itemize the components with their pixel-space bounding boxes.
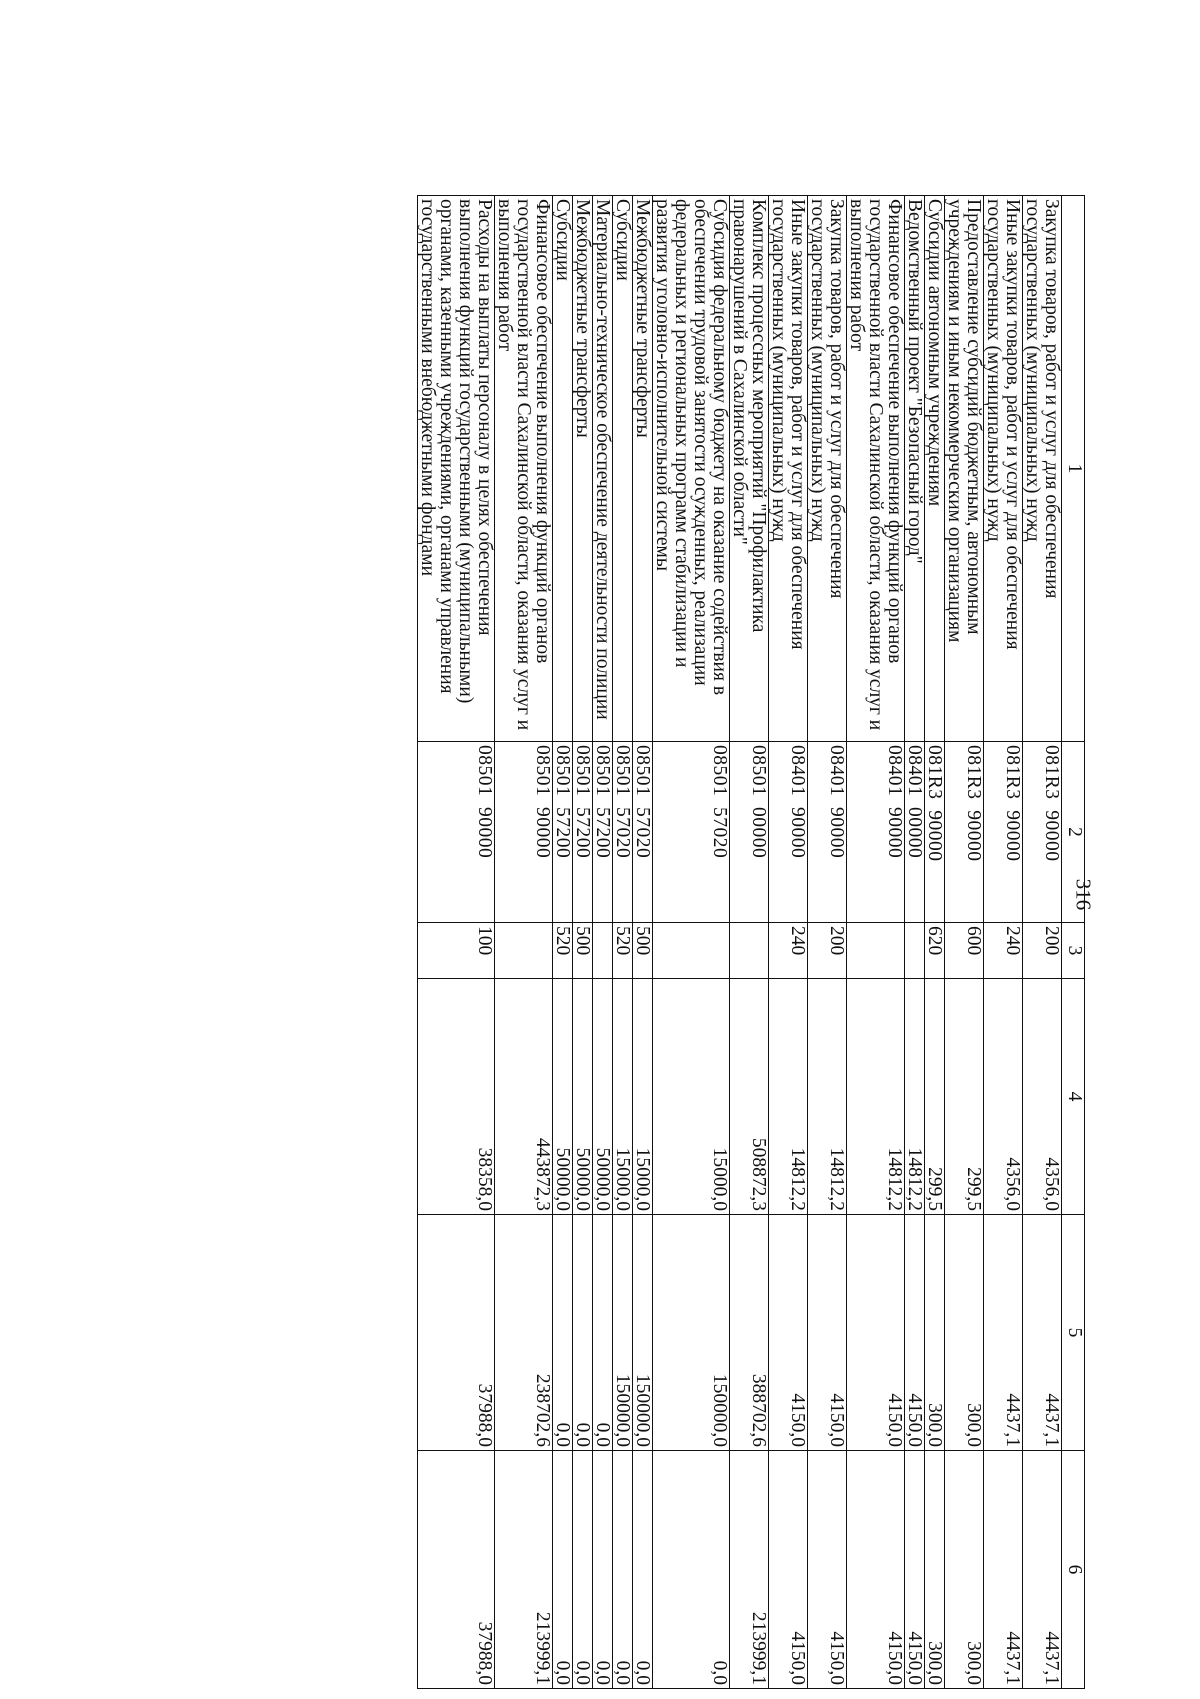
row-name-cell: Материально-техническое обеспечение деятельности полиции bbox=[593, 196, 613, 742]
table-row bbox=[847, 196, 905, 1689]
row-type-cell: 200 bbox=[1023, 923, 1062, 979]
table-row bbox=[925, 196, 945, 1689]
row-code-cell: 08501 90000 bbox=[418, 742, 495, 923]
row-type-cell: 100 bbox=[418, 923, 495, 979]
row-value-col6: 4150,0 bbox=[769, 1451, 808, 1689]
row-value-col4: 50000,0 bbox=[593, 979, 613, 1215]
row-code-cell: 08401 00000 bbox=[905, 742, 925, 923]
row-name-cell: Иные закупки товаров, работ и услуг для обеспечения государственных (муниципальных) нужд bbox=[984, 196, 1023, 742]
row-value-col6: 0,0 bbox=[593, 1451, 613, 1689]
row-value-col4: 4356,0 bbox=[984, 979, 1023, 1215]
row-type-cell bbox=[730, 923, 769, 979]
table-row bbox=[495, 196, 553, 1689]
row-type-cell: 600 bbox=[945, 923, 984, 979]
table-row bbox=[905, 196, 925, 1689]
row-name-cell: Расходы на выплаты персоналу в целях обеспечения выполнения функций государственными (муниципальными) органами, казенными учреждениями, органами управления государственными внебюджетными фондами bbox=[418, 196, 495, 742]
row-name-cell: Закупка товаров, работ и услуг для обеспечения государственных (муниципальных) нужд bbox=[1023, 196, 1062, 742]
row-value-col6: 4150,0 bbox=[808, 1451, 847, 1689]
header-row bbox=[1062, 196, 1085, 1689]
row-name-cell: Закупка товаров, работ и услуг для обеспечения государственных (муниципальных) нужд bbox=[808, 196, 847, 742]
row-value-col6: 213999,1 bbox=[495, 1451, 553, 1689]
table-row bbox=[613, 196, 633, 1689]
row-code-cell: 081R3 90000 bbox=[984, 742, 1023, 923]
row-type-cell: 520 bbox=[613, 923, 633, 979]
row-value-col6: 300,0 bbox=[945, 1451, 984, 1689]
row-value-col5: 4150,0 bbox=[905, 1215, 925, 1451]
row-code-cell: 08401 90000 bbox=[847, 742, 905, 923]
row-name-cell: Комплекс процессных мероприятий "Профилактика правонарушений в Сахалинской области" bbox=[730, 196, 769, 742]
header-col-1: 1 bbox=[1062, 196, 1085, 742]
row-value-col4: 50000,0 bbox=[573, 979, 593, 1215]
table-row bbox=[653, 196, 730, 1689]
row-name-cell: Финансовое обеспечение выполнения функций органов государственной власти Сахалинской области, оказания услуг и выполнения работ bbox=[495, 196, 553, 742]
row-value-col4: 14812,2 bbox=[905, 979, 925, 1215]
header-col-3: 3 bbox=[1062, 923, 1085, 979]
row-type-cell: 240 bbox=[769, 923, 808, 979]
row-code-cell: 08501 57020 bbox=[613, 742, 633, 923]
row-name-cell: Финансовое обеспечение выполнения функций органов государственной власти Сахалинской области, оказания услуг и выполнения работ bbox=[847, 196, 905, 742]
row-code-cell: 081R3 90000 bbox=[945, 742, 984, 923]
row-type-cell: 620 bbox=[925, 923, 945, 979]
row-type-cell bbox=[653, 923, 730, 979]
row-type-cell: 200 bbox=[808, 923, 847, 979]
header-col-5: 5 bbox=[1062, 1215, 1085, 1451]
row-value-col5: 4437,1 bbox=[1023, 1215, 1062, 1451]
row-type-cell bbox=[495, 923, 553, 979]
row-type-cell: 500 bbox=[633, 923, 653, 979]
row-value-col5: 238702,6 bbox=[495, 1215, 553, 1451]
table-row bbox=[984, 196, 1023, 1689]
page-number: 316 bbox=[1071, 878, 1096, 911]
row-code-cell: 081R3 90000 bbox=[925, 742, 945, 923]
row-name-cell: Предоставление субсидий бюджетным, автономным учреждениям и иным некоммерческим организациям bbox=[945, 196, 984, 742]
row-type-cell bbox=[905, 923, 925, 979]
row-code-cell: 08501 00000 bbox=[730, 742, 769, 923]
row-value-col4: 4356,0 bbox=[1023, 979, 1062, 1215]
row-value-col5: 4150,0 bbox=[847, 1215, 905, 1451]
table-row bbox=[945, 196, 984, 1689]
row-value-col5: 150000,0 bbox=[653, 1215, 730, 1451]
table-row bbox=[808, 196, 847, 1689]
row-value-col6: 213999,1 bbox=[730, 1451, 769, 1689]
row-type-cell: 500 bbox=[573, 923, 593, 979]
row-code-cell: 081R3 90000 bbox=[1023, 742, 1062, 923]
row-name-cell: Иные закупки товаров, работ и услуг для обеспечения государственных (муниципальных) нужд bbox=[769, 196, 808, 742]
row-name-cell: Субсидии bbox=[613, 196, 633, 742]
row-value-col5: 0,0 bbox=[573, 1215, 593, 1451]
rotated-table-container bbox=[108, 195, 1085, 1688]
row-name-cell: Субсидии автономным учреждениям bbox=[925, 196, 945, 742]
row-code-cell: 08501 90000 bbox=[495, 742, 553, 923]
row-value-col6: 4437,1 bbox=[984, 1451, 1023, 1689]
row-value-col4: 15000,0 bbox=[633, 979, 653, 1215]
row-value-col4: 299,5 bbox=[925, 979, 945, 1215]
table-row bbox=[1023, 196, 1062, 1689]
row-value-col4: 14812,2 bbox=[769, 979, 808, 1215]
row-name-cell: Межбюджетные трансферты bbox=[633, 196, 653, 742]
row-value-col6: 37988,0 bbox=[418, 1451, 495, 1689]
row-value-col5: 300,0 bbox=[925, 1215, 945, 1451]
row-code-cell: 08501 57200 bbox=[553, 742, 573, 923]
row-code-cell: 08501 57200 bbox=[593, 742, 613, 923]
header-col-2: 2 bbox=[1062, 742, 1085, 923]
header-col-4: 4 bbox=[1062, 979, 1085, 1215]
row-value-col5: 300,0 bbox=[945, 1215, 984, 1451]
row-value-col6: 300,0 bbox=[925, 1451, 945, 1689]
row-type-cell bbox=[593, 923, 613, 979]
table-row bbox=[418, 196, 495, 1689]
row-value-col5: 4437,1 bbox=[984, 1215, 1023, 1451]
header-col-6: 6 bbox=[1062, 1451, 1085, 1689]
table-row bbox=[633, 196, 653, 1689]
row-code-cell: 08501 57020 bbox=[653, 742, 730, 923]
row-value-col5: 388702,6 bbox=[730, 1215, 769, 1451]
table-body bbox=[418, 196, 1062, 1689]
row-value-col4: 15000,0 bbox=[613, 979, 633, 1215]
row-name-cell: Субсидии bbox=[553, 196, 573, 742]
row-value-col5: 0,0 bbox=[553, 1215, 573, 1451]
row-type-cell: 520 bbox=[553, 923, 573, 979]
table-row bbox=[730, 196, 769, 1689]
table-row bbox=[553, 196, 573, 1689]
row-value-col5: 4150,0 bbox=[808, 1215, 847, 1451]
table-row bbox=[573, 196, 593, 1689]
row-value-col4: 15000,0 bbox=[653, 979, 730, 1215]
row-value-col5: 4150,0 bbox=[769, 1215, 808, 1451]
row-value-col6: 4437,1 bbox=[1023, 1451, 1062, 1689]
table-row bbox=[769, 196, 808, 1689]
row-value-col4: 14812,2 bbox=[847, 979, 905, 1215]
row-value-col4: 508872,3 bbox=[730, 979, 769, 1215]
row-value-col6: 0,0 bbox=[573, 1451, 593, 1689]
row-value-col5: 37988,0 bbox=[418, 1215, 495, 1451]
row-value-col4: 14812,2 bbox=[808, 979, 847, 1215]
row-code-cell: 08401 90000 bbox=[808, 742, 847, 923]
row-name-cell: Ведомственный проект "Безопасный город" bbox=[905, 196, 925, 742]
row-value-col4: 50000,0 bbox=[553, 979, 573, 1215]
row-value-col6: 4150,0 bbox=[905, 1451, 925, 1689]
row-type-cell bbox=[847, 923, 905, 979]
row-code-cell: 08501 57200 bbox=[573, 742, 593, 923]
table-row bbox=[593, 196, 613, 1689]
row-code-cell: 08501 57020 bbox=[633, 742, 653, 923]
row-value-col4: 443872,3 bbox=[495, 979, 553, 1215]
row-value-col5: 150000,0 bbox=[633, 1215, 653, 1451]
row-type-cell: 240 bbox=[984, 923, 1023, 979]
row-name-cell: Субсидия федеральному бюджету на оказание содействия в обеспечении трудовой занятости осужденных, реализации федеральных и региональных программ стабилизации и развития уголовно-исполнительной системы bbox=[653, 196, 730, 742]
row-value-col6: 0,0 bbox=[653, 1451, 730, 1689]
row-value-col6: 0,0 bbox=[633, 1451, 653, 1689]
row-value-col4: 299,5 bbox=[945, 979, 984, 1215]
row-value-col6: 0,0 bbox=[613, 1451, 633, 1689]
row-code-cell: 08401 90000 bbox=[769, 742, 808, 923]
row-name-cell: Межбюджетные трансферты bbox=[573, 196, 593, 742]
row-value-col6: 4150,0 bbox=[847, 1451, 905, 1689]
row-value-col4: 38358,0 bbox=[418, 979, 495, 1215]
budget-table bbox=[417, 195, 1085, 1689]
row-value-col5: 0,0 bbox=[593, 1215, 613, 1451]
row-value-col6: 0,0 bbox=[553, 1451, 573, 1689]
row-value-col5: 150000,0 bbox=[613, 1215, 633, 1451]
